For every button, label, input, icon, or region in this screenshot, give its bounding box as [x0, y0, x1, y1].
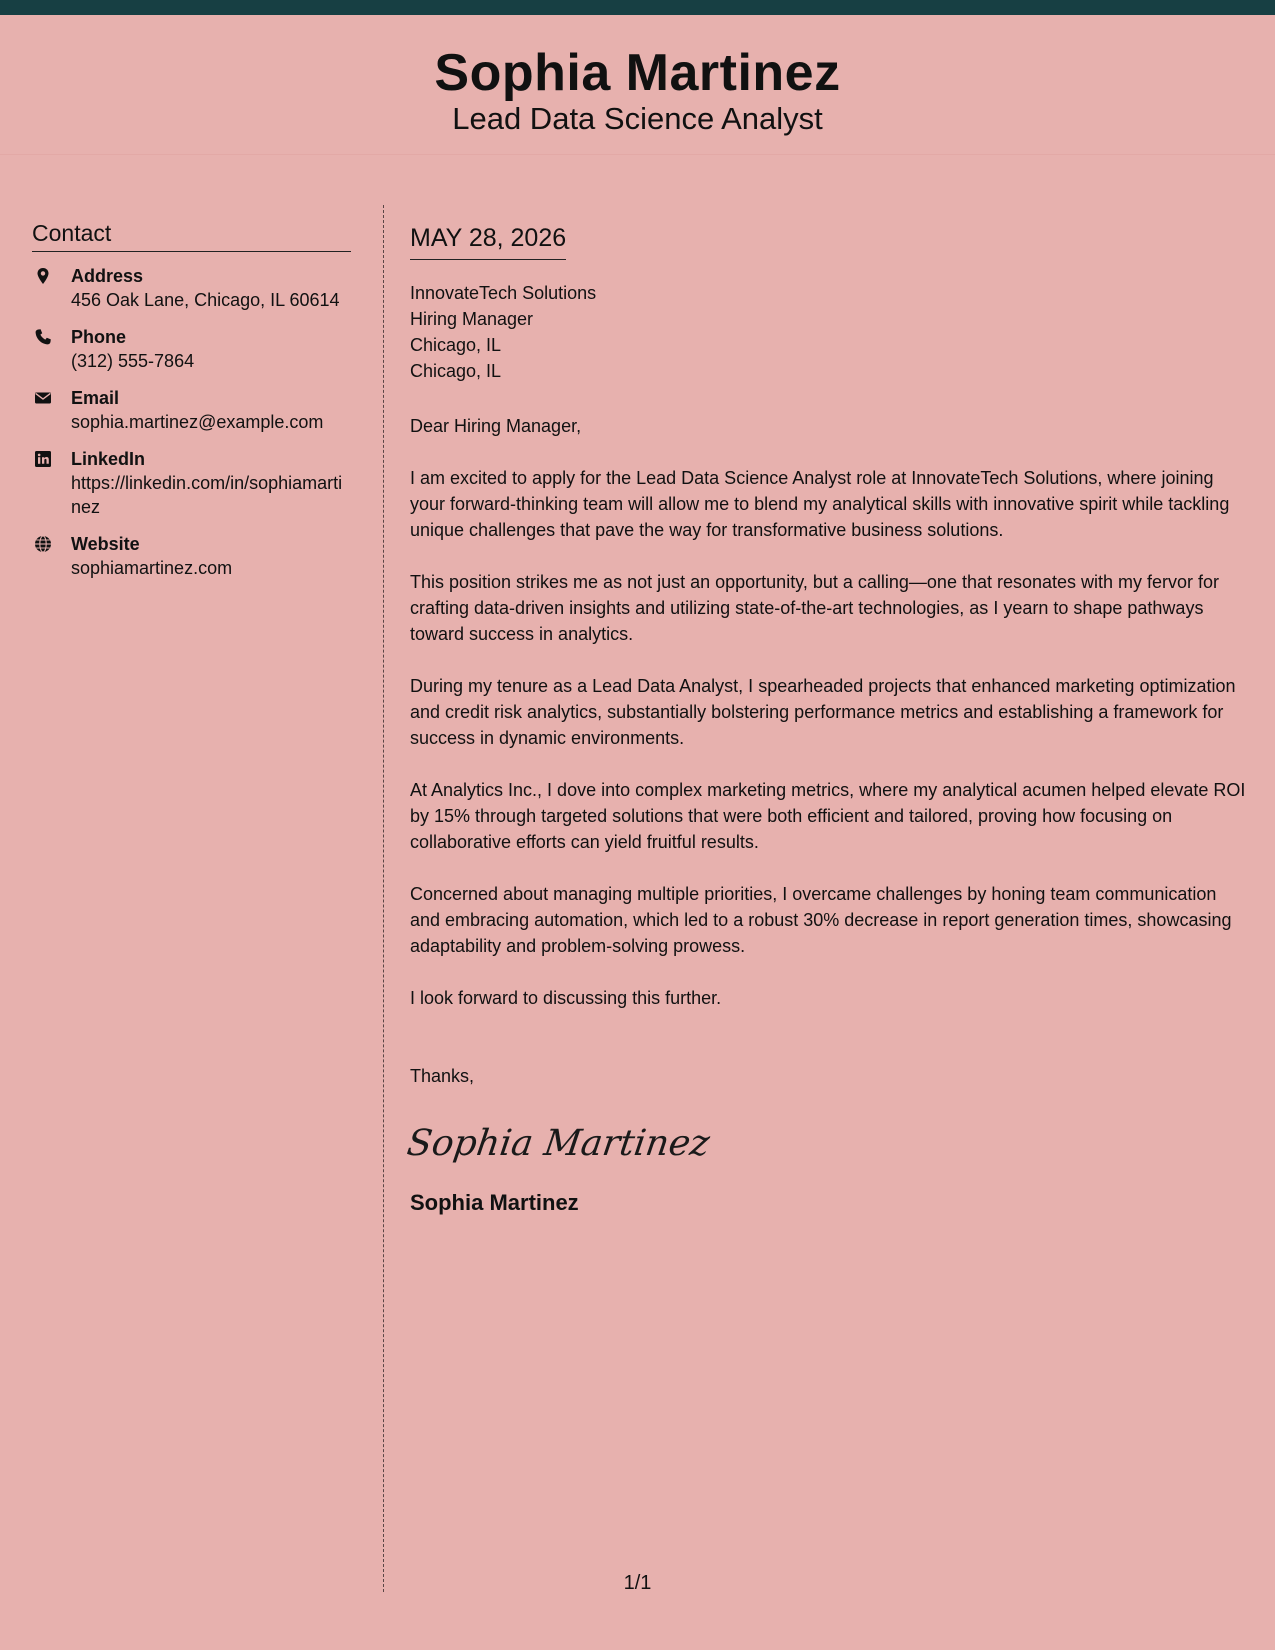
contact-label: Email: [71, 388, 120, 408]
contact-sidebar: [32, 218, 351, 593]
linkedin-icon: [34, 450, 52, 468]
phone-icon: [34, 328, 52, 346]
letter-closing: Thanks,: [410, 1066, 475, 1086]
recipient-block: [410, 280, 1250, 384]
handwritten-signature: [404, 1111, 713, 1171]
applicant-title: Lead Data Science Analyst: [452, 101, 823, 136]
page-number: 1/1: [623, 1572, 652, 1594]
signed-name: Sophia Martinez: [410, 1190, 579, 1215]
letter-paragraph: I am excited to apply for the Lead Data Science Analyst role at InnovateTech Solutions, where joining your forward-thinking team will allow me to blend my analytical skills with innovative spirit while tackling unique challenges that pave the way for transformative business solutions.: [410, 468, 1230, 540]
recipient-location: Chicago, IL: [410, 361, 502, 381]
contact-value: sophia.martinez@example.com: [71, 412, 324, 432]
contact-item-phone: [32, 325, 351, 373]
contact-label: Phone: [71, 327, 127, 347]
contact-label: Website: [71, 534, 140, 554]
letter-paragraph: Concerned about managing multiple priorities, I overcame challenges by honing team communication and embracing automation, which led to a robust 30% decrease in report generation times, showcasing adaptability and problem-solving prowess.: [410, 884, 1232, 956]
contact-value: sophiamartinez.com: [71, 558, 233, 578]
letter-date: MAY 28, 2026: [410, 222, 566, 260]
contact-list: [32, 264, 351, 580]
letter-paragraph: During my tenure as a Lead Data Analyst, I spearheaded projects that enhanced marketing optimization and credit risk analytics, substantially bolstering performance metrics and establishing a framework for success in dynamic environments.: [410, 676, 1236, 748]
letter-paragraph: This position strikes me as not just an opportunity, but a calling—one that resonates with my fervor for crafting data-driven insights and utilizing state-of-the-art technologies, as I yearn to shape pathways toward success in analytics.: [410, 572, 1220, 644]
globe-icon: [34, 535, 52, 553]
salutation: Dear Hiring Manager,: [410, 416, 582, 436]
letter-body: [404, 222, 1250, 1217]
contact-item-address: [32, 264, 351, 312]
letter-paragraph: I look forward to discussing this further.: [410, 988, 722, 1008]
column-divider: [383, 205, 384, 1592]
contact-label: LinkedIn: [71, 449, 146, 469]
recipient-company: InnovateTech Solutions: [410, 283, 597, 303]
top-accent-bar: [0, 0, 1275, 15]
envelope-icon: [34, 389, 52, 407]
recipient-role: Hiring Manager: [410, 309, 534, 329]
recipient-city: Chicago, IL: [410, 335, 502, 355]
svg-text:Sophia Martinez: Sophia Martinez: [404, 1121, 713, 1164]
contact-item-website: [32, 532, 351, 580]
contact-label: Address: [71, 266, 144, 286]
map-pin-icon: [34, 267, 52, 285]
letter-paragraph: At Analytics Inc., I dove into complex marketing metrics, where my analytical acumen helped elevate ROI by 15% through targeted solutions that were both efficient and tailored, proving how focusing on collaborative efforts can yield fruitful results.: [410, 780, 1246, 852]
contact-value: https://linkedin.com/in/sophiamartinez: [71, 473, 343, 517]
contact-item-linkedin: [32, 447, 351, 519]
contact-value: 456 Oak Lane, Chicago, IL 60614: [71, 290, 340, 310]
contact-heading: Contact: [32, 218, 351, 252]
applicant-name: Sophia Martinez: [434, 44, 841, 102]
contact-value: (312) 555-7864: [71, 351, 195, 371]
page-header: [0, 15, 1275, 155]
contact-item-email: [32, 386, 351, 434]
